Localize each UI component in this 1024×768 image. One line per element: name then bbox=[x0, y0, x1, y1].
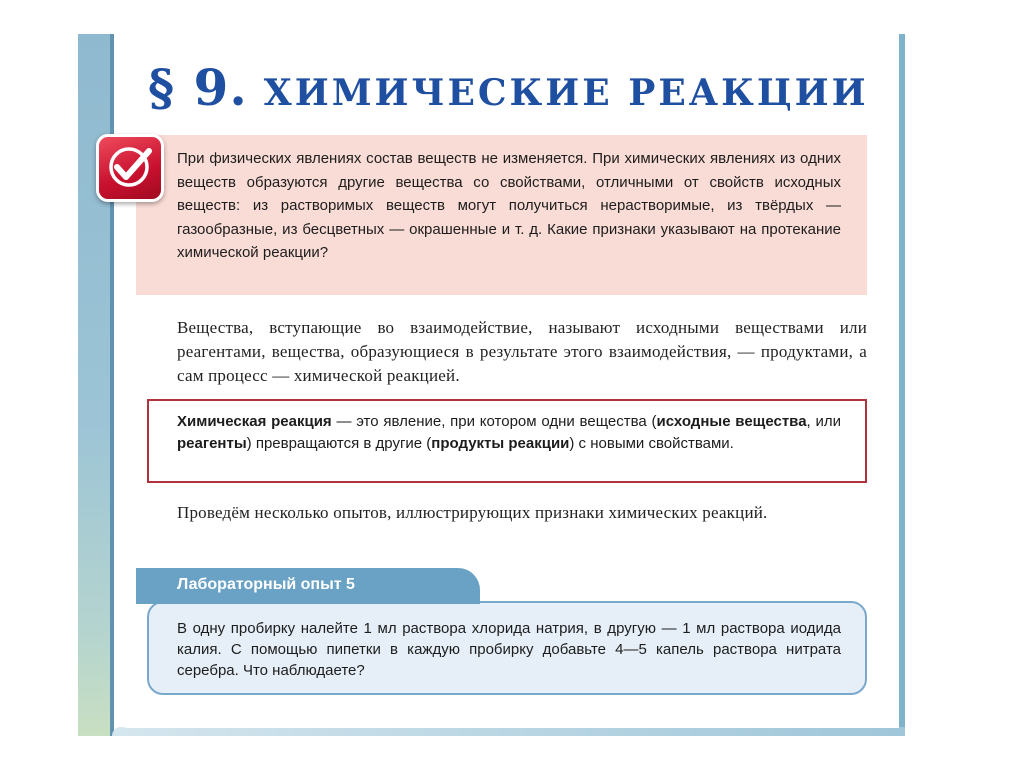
definition-keyword: реагенты bbox=[177, 434, 247, 452]
lab-experiment-text: В одну пробирку налейте 1 мл раствора хлорида натрия, в другую — 1 мл раствора иодида калия. С помощью пипетки в каждую пробирку добавьте 4—5 капель раствора нитрата серебра. Что наблюдаете? bbox=[177, 620, 841, 679]
definition-keyword: продукты реакции bbox=[431, 434, 570, 452]
definition-term: Химическая реакция bbox=[177, 413, 332, 430]
definition-keyword: исходные вещества bbox=[656, 413, 807, 430]
section-heading bbox=[148, 58, 869, 117]
definition-part: — это явление, при котором одни вещества ( bbox=[331, 413, 657, 430]
definition-part: , или bbox=[806, 413, 841, 430]
lab-experiment-title: Лабораторный опыт 5 bbox=[177, 576, 355, 593]
section-number: § 9. bbox=[148, 58, 248, 117]
definition-part: ) с новыми свойствами. bbox=[569, 434, 734, 452]
paragraph-reagents: Вещества, вступающие во взаимодействие, называют исходными веществами или реагентами, вещества, образующиеся в результате этого взаимодействия, — продуктами, а сам процесс — химической реакцией. bbox=[177, 318, 867, 385]
definition-part: ) превращаются в другие ( bbox=[246, 434, 432, 452]
checkmark-icon bbox=[96, 134, 164, 202]
definition-text bbox=[177, 411, 841, 454]
paragraph-experiments: Проведём несколько опытов, иллюстрирующих признаки химических реакций. bbox=[177, 503, 768, 522]
section-title: ХИМИЧЕСКИЕ РЕАКЦИИ bbox=[263, 72, 869, 114]
page-right-edge bbox=[899, 34, 905, 736]
intro-text: При физических явлениях состав веществ не изменяется. При химических явлениях из одних веществ образуются другие вещества со свойствами, отличными от свойств исходных веществ: из растворимых веществ могут получиться нерастворимые, из твёрдых — газообразные, из бесцветных — окрашенные и т. д. Какие признаки указывают на протекание химической реакции? bbox=[177, 150, 841, 262]
page-bottom-edge bbox=[112, 727, 905, 736]
